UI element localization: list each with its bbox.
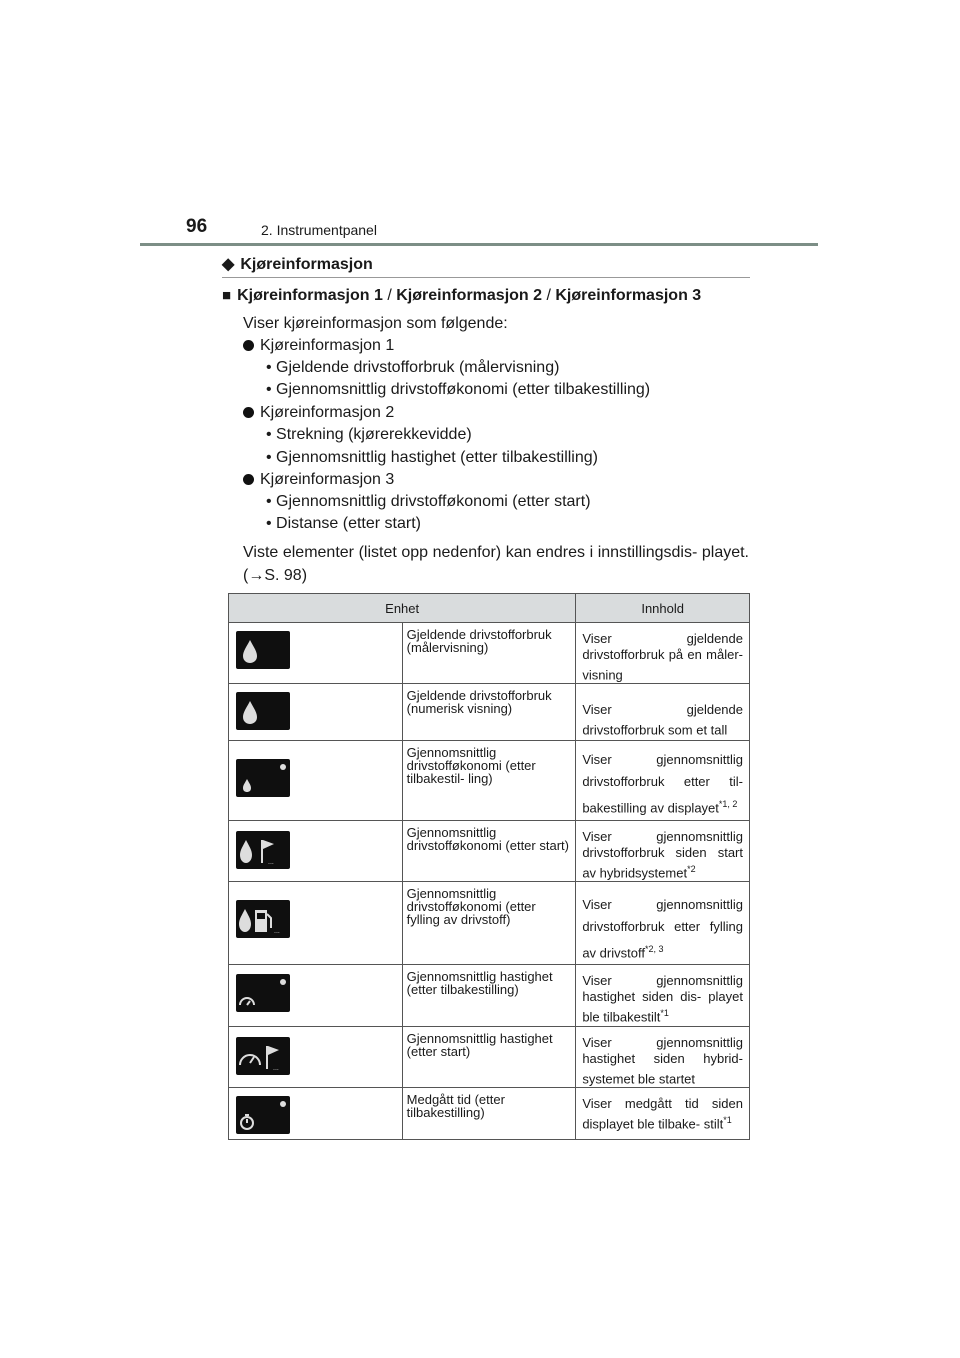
- list-item: • Strekning (kjørerekkevidde): [266, 426, 472, 443]
- fuel-average-reset-icon: [236, 759, 290, 797]
- footnote-ref: *1, 2: [718, 799, 738, 810]
- list-item: • Gjennomsnittlig drivstofføkonomi (etter start): [266, 493, 591, 510]
- chapter-title: 2. Instrumentpanel: [261, 222, 377, 238]
- description-text: Viser gjennomsnittlig drivstofforbruk etter fylling av drivstoff: [582, 896, 743, 961]
- table-row: [229, 684, 750, 741]
- icon-cell: [229, 623, 403, 684]
- table-row: [229, 741, 750, 820]
- icon-cell: [229, 1087, 403, 1139]
- unit-label: Medgått tid (etter tilbakestilling): [402, 1087, 576, 1139]
- section-heading: [222, 254, 373, 274]
- footnote-ref: *2: [687, 863, 696, 874]
- description: [576, 1026, 750, 1087]
- description: [576, 1087, 750, 1139]
- group-title: [243, 471, 394, 489]
- table-row: [229, 623, 750, 684]
- fuel-average-start-icon: [236, 831, 290, 869]
- footnote-ref: *1: [723, 1114, 732, 1125]
- footnote-ref: *1: [660, 1008, 669, 1019]
- fuel-drop-icon: [236, 692, 290, 730]
- group-title-text: Kjøreinformasjon 3: [260, 471, 395, 488]
- icon-cell: [229, 965, 403, 1026]
- unit-label: Gjennomsnittlig drivstofføkonomi (etter fylling av drivstoff): [402, 881, 576, 964]
- table-row: [229, 1087, 750, 1139]
- speed-start-icon: [236, 1037, 290, 1075]
- page-number: 96: [186, 216, 208, 237]
- subsection-part1: Kjøreinformasjon 1: [237, 287, 383, 304]
- icon-cell: [229, 741, 403, 820]
- fuel-average-refuel-icon: [236, 900, 290, 938]
- header-rule: [140, 243, 818, 246]
- group-title: [243, 404, 394, 422]
- table-row: [229, 1026, 750, 1087]
- unit-label: Gjennomsnittlig hastighet (etter tilbakestilling): [402, 965, 576, 1026]
- section-title: Kjøreinformasjon: [240, 256, 373, 273]
- footnote-ref: *2, 3: [644, 943, 664, 954]
- icon-cell: [229, 820, 403, 881]
- list-item: • Gjennomsnittlig drivstofføkonomi (etter tilbakestilling): [266, 381, 651, 398]
- column-header-content: Innhold: [576, 594, 750, 623]
- group-title-text: Kjøreinformasjon 2: [260, 404, 395, 421]
- icon-cell: [229, 881, 403, 964]
- intro-text: Viser kjøreinformasjon som følgende:: [243, 315, 508, 332]
- speed-reset-icon: [236, 974, 290, 1012]
- subsection-sep2: /: [542, 287, 556, 304]
- bullet-dot-icon: [243, 340, 254, 351]
- group-title: [243, 337, 394, 355]
- description-text: Viser gjeldende drivstofforbruk som et tall: [582, 702, 743, 738]
- table-row: [229, 881, 750, 964]
- description-text: Viser gjennomsnittlig hastighet siden dis- playet ble tilbakestilt: [582, 973, 743, 1025]
- unit-label: Gjennomsnittlig hastighet (etter start): [402, 1026, 576, 1087]
- svg-text:...: ...: [268, 858, 274, 866]
- fuel-drop-icon: [236, 631, 290, 669]
- subsection-heading: [222, 287, 701, 305]
- description-text: Viser gjennomsnittlig drivstofforbruk etter til- bakestilling av displayet: [582, 752, 743, 816]
- table-row: [229, 965, 750, 1026]
- svg-text:...: ...: [274, 927, 280, 935]
- description-text: Viser gjeldende drivstofforbruk på en måler- visning: [582, 631, 743, 683]
- description: [576, 684, 750, 741]
- description-text: Viser gjennomsnittlig hastighet siden hybrid- systemet ble startet: [582, 1034, 743, 1086]
- subsection-part2: Kjøreinformasjon 2: [396, 287, 543, 304]
- section-rule: [222, 277, 750, 278]
- list-item: • Gjeldende drivstofforbruk (målervisning): [266, 359, 560, 376]
- square-bullet-icon: ■: [222, 287, 232, 304]
- note-paragraph: Viste elementer (listet opp nedenfor) kan endres i innstillingsdis- playet. (→S. 98): [243, 544, 749, 584]
- unit-label: Gjeldende drivstofforbruk (målervisning): [402, 623, 576, 684]
- description: [576, 623, 750, 684]
- bullet-dot-icon: [243, 407, 254, 418]
- unit-label: Gjennomsnittlig drivstofføkonomi (etter start): [402, 820, 576, 881]
- svg-text:...: ...: [273, 1064, 279, 1072]
- display-items-table: [228, 593, 750, 1140]
- list-item: • Gjennomsnittlig hastighet (etter tilbakestilling): [266, 449, 598, 466]
- elapsed-time-icon: [236, 1096, 290, 1134]
- icon-cell: [229, 684, 403, 741]
- unit-label: Gjeldende drivstofforbruk (numerisk visning): [402, 684, 576, 741]
- unit-label: Gjennomsnittlig drivstofføkonomi (etter tilbakestil- ling): [402, 741, 576, 820]
- description: [576, 965, 750, 1026]
- subsection-sep1: /: [382, 287, 397, 304]
- description: [576, 741, 750, 820]
- table-row: [229, 820, 750, 881]
- subsection-part3: Kjøreinformasjon 3: [555, 287, 702, 304]
- diamond-icon: ◆: [222, 256, 235, 273]
- list-item: • Distanse (etter start): [266, 515, 421, 532]
- description: [576, 881, 750, 964]
- group-title-text: Kjøreinformasjon 1: [260, 337, 395, 354]
- bullet-dot-icon: [243, 474, 254, 485]
- description-text: Viser gjennomsnittlig drivstofforbruk siden start av hybridsystemet: [582, 828, 743, 880]
- column-header-unit: Enhet: [229, 594, 576, 623]
- description: [576, 820, 750, 881]
- icon-cell: [229, 1026, 403, 1087]
- description-text: Viser medgått tid siden displayet ble tilbake- stilt: [582, 1095, 743, 1132]
